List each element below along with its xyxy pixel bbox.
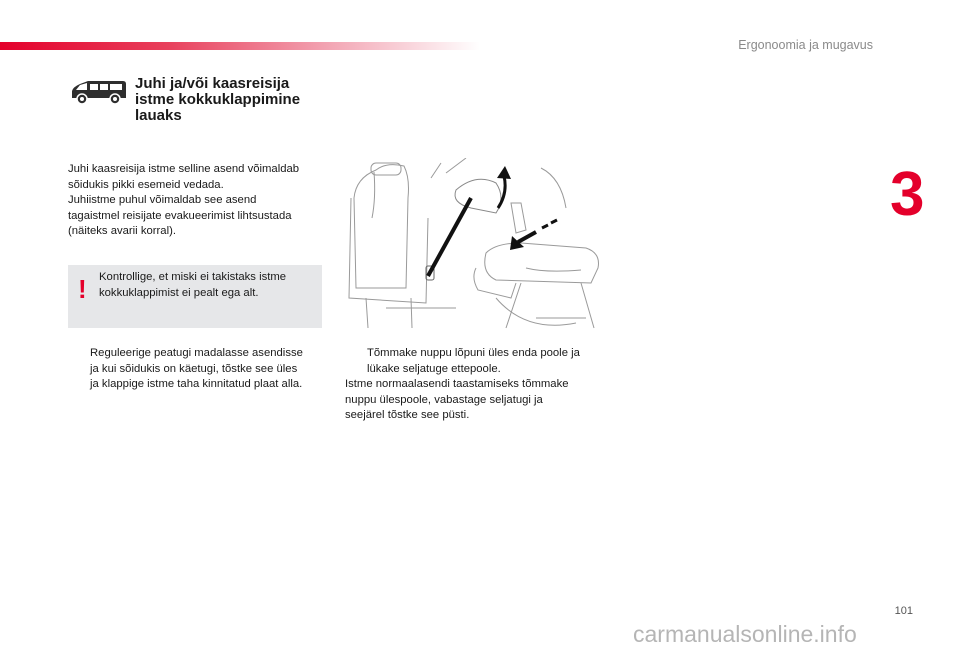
note-line: Istme normaalasendi taastamiseks tõmmake — [345, 378, 569, 390]
header-accent-bar — [0, 42, 480, 50]
note-line: seejärel tõstke see püsti. — [345, 409, 470, 421]
intro-line: Juhiistme puhul võimaldab see asend — [68, 194, 257, 206]
step-line: Tõmmake nuppu lõpuni üles enda poole ja — [367, 347, 580, 359]
intro-line: Juhi kaasreisija istme selline asend võimaldab — [68, 163, 300, 175]
bullet-arrow-icon — [345, 346, 367, 377]
warning-box — [68, 265, 322, 328]
intro-line: (näiteks avarii korral). — [68, 225, 176, 237]
intro-line: sõidukis pikki esemeid vedada. — [68, 178, 224, 191]
step-right — [345, 346, 607, 424]
chapter-number: 3 — [890, 160, 925, 229]
van-icon — [68, 78, 128, 106]
page-title: Juhi ja/või kaasreisija istme kokkuklappimine lauaks — [135, 75, 301, 124]
watermark: carmanualsonline.info — [633, 621, 857, 647]
bullet-arrow-icon — [68, 346, 90, 393]
warning-exclamation-icon: ! — [78, 274, 87, 304]
intro-paragraph — [68, 162, 326, 240]
step-left — [68, 346, 330, 393]
note-line: nuppu ülespoole, vabastage seljatugi ja — [345, 393, 543, 406]
page-number: 101 — [894, 605, 913, 617]
section-header: Ergonoomia ja mugavus — [738, 38, 873, 52]
step-line: ja klappige istme taha kinnitatud plaat alla. — [90, 378, 303, 390]
warning-line: kokkuklappimist ei pealt ega alt. — [99, 286, 259, 299]
step-line: Reguleerige peatugi madalasse asendisse — [90, 347, 303, 359]
seat-folding-illustration — [346, 158, 612, 333]
step-line: lükake seljatuge ettepoole. — [367, 362, 501, 375]
step-line: ja kui sõidukis on käetugi, tõstke see üles — [90, 362, 298, 375]
intro-line: tagaistmel reisijate evakueerimist lihtsustada — [68, 209, 292, 222]
warning-line: Kontrollige, et miski ei takistaks istme — [99, 271, 287, 283]
warning-text — [99, 270, 314, 301]
